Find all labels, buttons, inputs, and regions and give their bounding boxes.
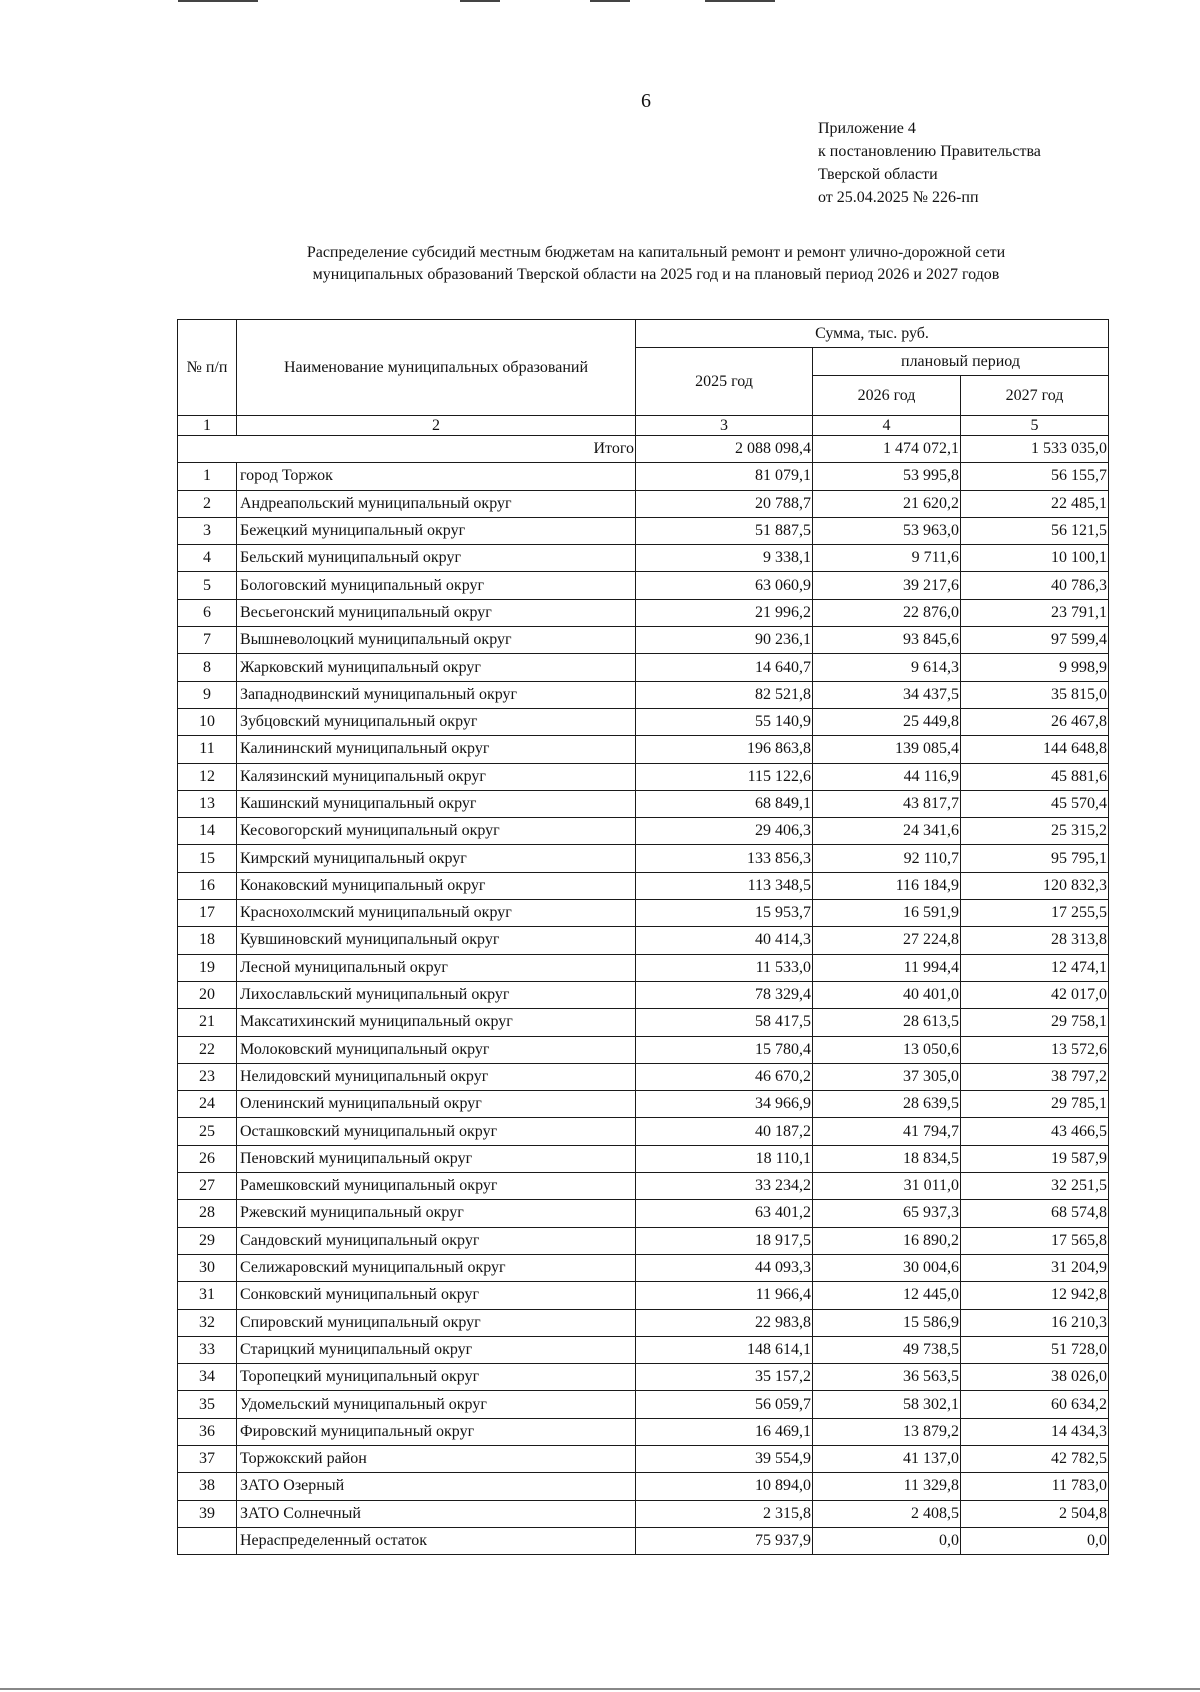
header-2026: 2026 год: [813, 376, 961, 416]
amount-2027: 42 017,0: [961, 981, 1109, 1008]
row-number: 13: [178, 790, 237, 817]
amount-2026: 13 050,6: [813, 1036, 961, 1063]
amount-2025: 40 187,2: [636, 1118, 813, 1145]
table-row: [178, 545, 1109, 572]
row-number: 7: [178, 627, 237, 654]
table-row: [178, 1009, 1109, 1036]
row-number: 23: [178, 1063, 237, 1090]
amount-2027: 56 155,7: [961, 463, 1109, 490]
amount-2025: 18 110,1: [636, 1145, 813, 1172]
row-number: 21: [178, 1009, 237, 1036]
amount-2025: 115 122,6: [636, 763, 813, 790]
column-number: 2: [237, 416, 636, 436]
document-title: [178, 242, 1134, 286]
amount-2026: 12 445,0: [813, 1282, 961, 1309]
table-row: [178, 1254, 1109, 1281]
amount-2025: 58 417,5: [636, 1009, 813, 1036]
table-row: [178, 681, 1109, 708]
row-number: 22: [178, 1036, 237, 1063]
amount-2026: 58 302,1: [813, 1391, 961, 1418]
amount-2026: 18 834,5: [813, 1145, 961, 1172]
appendix-note: [818, 117, 1041, 209]
amount-2026: 11 329,8: [813, 1473, 961, 1500]
amount-2025: 9 338,1: [636, 545, 813, 572]
table-row: [178, 654, 1109, 681]
header-2025: 2025 год: [636, 348, 813, 416]
amount-2025: 40 414,3: [636, 927, 813, 954]
amount-2026: 22 876,0: [813, 599, 961, 626]
amount-2027: 120 832,3: [961, 872, 1109, 899]
row-number: 27: [178, 1173, 237, 1200]
row-number: 17: [178, 900, 237, 927]
municipality-name: Максатихинский муниципальный округ: [237, 1009, 636, 1036]
amount-2025: 196 863,8: [636, 736, 813, 763]
row-number: 5: [178, 572, 237, 599]
amount-2025: 18 917,5: [636, 1227, 813, 1254]
amount-2027: 26 467,8: [961, 708, 1109, 735]
table-row: [178, 1200, 1109, 1227]
table-row: [178, 1227, 1109, 1254]
amount-2026: 9 614,3: [813, 654, 961, 681]
municipality-name: ЗАТО Озерный: [237, 1473, 636, 1500]
amount-2025: 14 640,7: [636, 654, 813, 681]
amount-2027: 28 313,8: [961, 927, 1109, 954]
amount-2025: 55 140,9: [636, 708, 813, 735]
row-number: 18: [178, 927, 237, 954]
amount-2025: 11 966,4: [636, 1282, 813, 1309]
amount-2025: 63 060,9: [636, 572, 813, 599]
amount-2026: 15 586,9: [813, 1309, 961, 1336]
column-number: 4: [813, 416, 961, 436]
amount-2027: 19 587,9: [961, 1145, 1109, 1172]
municipality-name: Сандовский муниципальный округ: [237, 1227, 636, 1254]
table-row: [178, 1445, 1109, 1472]
amount-2026: 116 184,9: [813, 872, 961, 899]
row-number: 30: [178, 1254, 237, 1281]
amount-2026: 44 116,9: [813, 763, 961, 790]
amount-2025: 33 234,2: [636, 1173, 813, 1200]
table-row: [178, 572, 1109, 599]
amount-2025: 35 157,2: [636, 1364, 813, 1391]
municipality-name: Оленинский муниципальный округ: [237, 1091, 636, 1118]
amount-2026: 43 817,7: [813, 790, 961, 817]
municipality-name: Лихославльский муниципальный округ: [237, 981, 636, 1008]
municipality-name: Конаковский муниципальный округ: [237, 872, 636, 899]
municipality-name: Пеновский муниципальный округ: [237, 1145, 636, 1172]
amount-2026: 31 011,0: [813, 1173, 961, 1200]
municipality-name: Кашинский муниципальный округ: [237, 790, 636, 817]
municipality-name: Калязинский муниципальный округ: [237, 763, 636, 790]
amount-2026: 53 963,0: [813, 517, 961, 544]
amount-2027: 9 998,9: [961, 654, 1109, 681]
total-label: Итого: [178, 436, 636, 463]
municipality-name: Рамешковский муниципальный округ: [237, 1173, 636, 1200]
subsidy-table: [177, 319, 1109, 1555]
row-number: 38: [178, 1473, 237, 1500]
row-number: 6: [178, 599, 237, 626]
municipality-name: Кесовогорский муниципальный округ: [237, 818, 636, 845]
municipality-name: Жарковский муниципальный округ: [237, 654, 636, 681]
amount-2025: 2 315,8: [636, 1500, 813, 1527]
amount-2026: 37 305,0: [813, 1063, 961, 1090]
row-number: 11: [178, 736, 237, 763]
amount-2027: 13 572,6: [961, 1036, 1109, 1063]
amount-2026: 21 620,2: [813, 490, 961, 517]
municipality-name: Спировский муниципальный округ: [237, 1309, 636, 1336]
row-number: 8: [178, 654, 237, 681]
amount-2026: 13 879,2: [813, 1418, 961, 1445]
amount-2027: 12 942,8: [961, 1282, 1109, 1309]
amount-2027: 60 634,2: [961, 1391, 1109, 1418]
amount-2027: 42 782,5: [961, 1445, 1109, 1472]
amount-2025: 56 059,7: [636, 1391, 813, 1418]
table-row: [178, 1309, 1109, 1336]
table-row: [178, 1173, 1109, 1200]
amount-2026: 11 994,4: [813, 954, 961, 981]
column-number: 5: [961, 416, 1109, 436]
header-name: Наименование муниципальных образований: [237, 320, 636, 416]
amount-2027: 45 881,6: [961, 763, 1109, 790]
amount-2025: 16 469,1: [636, 1418, 813, 1445]
table-row: [178, 790, 1109, 817]
amount-2025: 78 329,4: [636, 981, 813, 1008]
amount-2027: 23 791,1: [961, 599, 1109, 626]
amount-2026: 49 738,5: [813, 1336, 961, 1363]
table-row: [178, 1391, 1109, 1418]
amount-2027: 95 795,1: [961, 845, 1109, 872]
scan-edge-marks: [160, 0, 780, 2]
row-number: 29: [178, 1227, 237, 1254]
table-row: [178, 463, 1109, 490]
amount-2027: 29 758,1: [961, 1009, 1109, 1036]
header-sum: Сумма, тыс. руб.: [636, 320, 1109, 348]
amount-2026: 139 085,4: [813, 736, 961, 763]
municipality-name: Андреапольский муниципальный округ: [237, 490, 636, 517]
municipality-name: Торжокский район: [237, 1445, 636, 1472]
municipality-name: Осташковский муниципальный округ: [237, 1118, 636, 1145]
amount-2027: 17 255,5: [961, 900, 1109, 927]
amount-2025: 10 894,0: [636, 1473, 813, 1500]
row-number: 34: [178, 1364, 237, 1391]
amount-2026: 93 845,6: [813, 627, 961, 654]
column-number: 1: [178, 416, 237, 436]
amount-2025: 81 079,1: [636, 463, 813, 490]
municipality-name: Кимрский муниципальный округ: [237, 845, 636, 872]
amount-2027: 32 251,5: [961, 1173, 1109, 1200]
amount-2027: 2 504,8: [961, 1500, 1109, 1527]
municipality-name: Бологовский муниципальный округ: [237, 572, 636, 599]
table-row: [178, 927, 1109, 954]
table-row: [178, 1145, 1109, 1172]
municipality-name: Молоковский муниципальный округ: [237, 1036, 636, 1063]
appendix-line: Приложение 4: [818, 120, 916, 137]
municipality-name: Сонковский муниципальный округ: [237, 1282, 636, 1309]
row-number: 35: [178, 1391, 237, 1418]
header-2027: 2027 год: [961, 376, 1109, 416]
municipality-name: Старицкий муниципальный округ: [237, 1336, 636, 1363]
amount-2025: 34 966,9: [636, 1091, 813, 1118]
row-number: 19: [178, 954, 237, 981]
title-line: муниципальных образований Тверской области на 2025 год и на плановый период 2026 и 2027 годов: [312, 266, 1000, 283]
appendix-line: к постановлению Правительства: [818, 143, 1041, 160]
amount-2027: 68 574,8: [961, 1200, 1109, 1227]
row-number: 39: [178, 1500, 237, 1527]
amount-2025: 68 849,1: [636, 790, 813, 817]
table-row: [178, 1063, 1109, 1090]
municipality-name: Вышневолоцкий муниципальный округ: [237, 627, 636, 654]
table-row: [178, 845, 1109, 872]
table-row: [178, 1500, 1109, 1527]
municipality-name: Кувшиновский муниципальный округ: [237, 927, 636, 954]
amount-2027: 22 485,1: [961, 490, 1109, 517]
municipality-name: Удомельский муниципальный округ: [237, 1391, 636, 1418]
table-row: [178, 517, 1109, 544]
table-row: [178, 1364, 1109, 1391]
amount-2026: 41 794,7: [813, 1118, 961, 1145]
municipality-name: Фировский муниципальный округ: [237, 1418, 636, 1445]
amount-2027: 12 474,1: [961, 954, 1109, 981]
amount-2025: 29 406,3: [636, 818, 813, 845]
total-row: [178, 436, 1109, 463]
table-row: [178, 627, 1109, 654]
amount-2026: 0,0: [813, 1527, 961, 1554]
amount-2027: 31 204,9: [961, 1254, 1109, 1281]
amount-2026: 65 937,3: [813, 1200, 961, 1227]
municipality-name: Западнодвинский муниципальный округ: [237, 681, 636, 708]
row-number: 36: [178, 1418, 237, 1445]
row-number: 2: [178, 490, 237, 517]
row-number: 37: [178, 1445, 237, 1472]
amount-2025: 133 856,3: [636, 845, 813, 872]
amount-2027: 97 599,4: [961, 627, 1109, 654]
municipality-name: город Торжок: [237, 463, 636, 490]
amount-2025: 63 401,2: [636, 1200, 813, 1227]
row-number: 31: [178, 1282, 237, 1309]
municipality-name: Весьегонский муниципальный округ: [237, 599, 636, 626]
row-number: 28: [178, 1200, 237, 1227]
table-row: [178, 763, 1109, 790]
appendix-line: от 25.04.2025 № 226-пп: [818, 189, 979, 206]
amount-2025: 75 937,9: [636, 1527, 813, 1554]
row-number: 12: [178, 763, 237, 790]
table-row: [178, 981, 1109, 1008]
amount-2027: 43 466,5: [961, 1118, 1109, 1145]
table-row: [178, 599, 1109, 626]
table-row: [178, 1091, 1109, 1118]
table-row: [178, 1336, 1109, 1363]
title-line: Распределение субсидий местным бюджетам на капитальный ремонт и ремонт улично-дорожной сети: [306, 244, 1006, 261]
municipality-name: Нераспределенный остаток: [237, 1527, 636, 1554]
amount-2025: 20 788,7: [636, 490, 813, 517]
amount-2027: 144 648,8: [961, 736, 1109, 763]
municipality-name: Лесной муниципальный округ: [237, 954, 636, 981]
column-numbers-row: [178, 416, 1109, 436]
row-number: 14: [178, 818, 237, 845]
header-planned: плановый период: [813, 348, 1109, 376]
amount-2025: 51 887,5: [636, 517, 813, 544]
amount-2025: 11 533,0: [636, 954, 813, 981]
amount-2025: 148 614,1: [636, 1336, 813, 1363]
amount-2027: 29 785,1: [961, 1091, 1109, 1118]
amount-2026: 41 137,0: [813, 1445, 961, 1472]
amount-2025: 82 521,8: [636, 681, 813, 708]
header-row: [178, 320, 1109, 348]
amount-2025: 113 348,5: [636, 872, 813, 899]
amount-2026: 40 401,0: [813, 981, 961, 1008]
municipality-name: Зубцовский муниципальный округ: [237, 708, 636, 735]
row-number: 20: [178, 981, 237, 1008]
amount-2027: 56 121,5: [961, 517, 1109, 544]
amount-2026: 36 563,5: [813, 1364, 961, 1391]
row-number: 26: [178, 1145, 237, 1172]
amount-2025: 90 236,1: [636, 627, 813, 654]
amount-2026: 30 004,6: [813, 1254, 961, 1281]
amount-2027: 38 026,0: [961, 1364, 1109, 1391]
municipality-name: Нелидовский муниципальный округ: [237, 1063, 636, 1090]
row-number: 4: [178, 545, 237, 572]
table-row: [178, 872, 1109, 899]
amount-2027: 51 728,0: [961, 1336, 1109, 1363]
amount-2026: 25 449,8: [813, 708, 961, 735]
amount-2025: 46 670,2: [636, 1063, 813, 1090]
row-number: 15: [178, 845, 237, 872]
municipality-name: Бельский муниципальный округ: [237, 545, 636, 572]
total-2027: 1 533 035,0: [961, 436, 1109, 463]
table-row: [178, 736, 1109, 763]
table-row: [178, 1473, 1109, 1500]
amount-2026: 16 591,9: [813, 900, 961, 927]
amount-2026: 24 341,6: [813, 818, 961, 845]
scan-bottom-edge: [0, 1688, 1200, 1690]
amount-2027: 0,0: [961, 1527, 1109, 1554]
amount-2027: 38 797,2: [961, 1063, 1109, 1090]
row-number: 25: [178, 1118, 237, 1145]
municipality-name: Селижаровский муниципальный округ: [237, 1254, 636, 1281]
table-row: [178, 818, 1109, 845]
amount-2026: 92 110,7: [813, 845, 961, 872]
table-row: [178, 954, 1109, 981]
amount-2027: 17 565,8: [961, 1227, 1109, 1254]
municipality-name: Бежецкий муниципальный округ: [237, 517, 636, 544]
page-number: 6: [641, 90, 651, 112]
row-number: [178, 1527, 237, 1554]
row-number: 32: [178, 1309, 237, 1336]
municipality-name: Ржевский муниципальный округ: [237, 1200, 636, 1227]
amount-2025: 39 554,9: [636, 1445, 813, 1472]
amount-2026: 28 613,5: [813, 1009, 961, 1036]
amount-2026: 53 995,8: [813, 463, 961, 490]
row-number: 1: [178, 463, 237, 490]
column-number: 3: [636, 416, 813, 436]
amount-2027: 14 434,3: [961, 1418, 1109, 1445]
row-number: 10: [178, 708, 237, 735]
amount-2026: 28 639,5: [813, 1091, 961, 1118]
row-number: 9: [178, 681, 237, 708]
amount-2026: 39 217,6: [813, 572, 961, 599]
amount-2027: 10 100,1: [961, 545, 1109, 572]
municipality-name: ЗАТО Солнечный: [237, 1500, 636, 1527]
amount-2026: 34 437,5: [813, 681, 961, 708]
amount-2027: 25 315,2: [961, 818, 1109, 845]
amount-2027: 45 570,4: [961, 790, 1109, 817]
amount-2025: 44 093,3: [636, 1254, 813, 1281]
municipality-name: Калининский муниципальный округ: [237, 736, 636, 763]
table-row: [178, 1036, 1109, 1063]
total-2026: 1 474 072,1: [813, 436, 961, 463]
row-number: 33: [178, 1336, 237, 1363]
amount-2025: 22 983,8: [636, 1309, 813, 1336]
row-number: 3: [178, 517, 237, 544]
table-row: [178, 490, 1109, 517]
amount-2026: 2 408,5: [813, 1500, 961, 1527]
amount-2025: 21 996,2: [636, 599, 813, 626]
amount-2027: 16 210,3: [961, 1309, 1109, 1336]
table-row: [178, 1527, 1109, 1554]
amount-2026: 27 224,8: [813, 927, 961, 954]
amount-2027: 35 815,0: [961, 681, 1109, 708]
amount-2026: 9 711,6: [813, 545, 961, 572]
table-row: [178, 1118, 1109, 1145]
row-number: 24: [178, 1091, 237, 1118]
appendix-line: Тверской области: [818, 166, 938, 183]
amount-2026: 16 890,2: [813, 1227, 961, 1254]
table-row: [178, 1418, 1109, 1445]
table-row: [178, 1282, 1109, 1309]
header-num: № п/п: [178, 320, 237, 416]
table-row: [178, 708, 1109, 735]
table-row: [178, 900, 1109, 927]
municipality-name: Краснохолмский муниципальный округ: [237, 900, 636, 927]
amount-2027: 11 783,0: [961, 1473, 1109, 1500]
amount-2025: 15 780,4: [636, 1036, 813, 1063]
total-2025: 2 088 098,4: [636, 436, 813, 463]
amount-2025: 15 953,7: [636, 900, 813, 927]
amount-2027: 40 786,3: [961, 572, 1109, 599]
municipality-name: Торопецкий муниципальный округ: [237, 1364, 636, 1391]
row-number: 16: [178, 872, 237, 899]
